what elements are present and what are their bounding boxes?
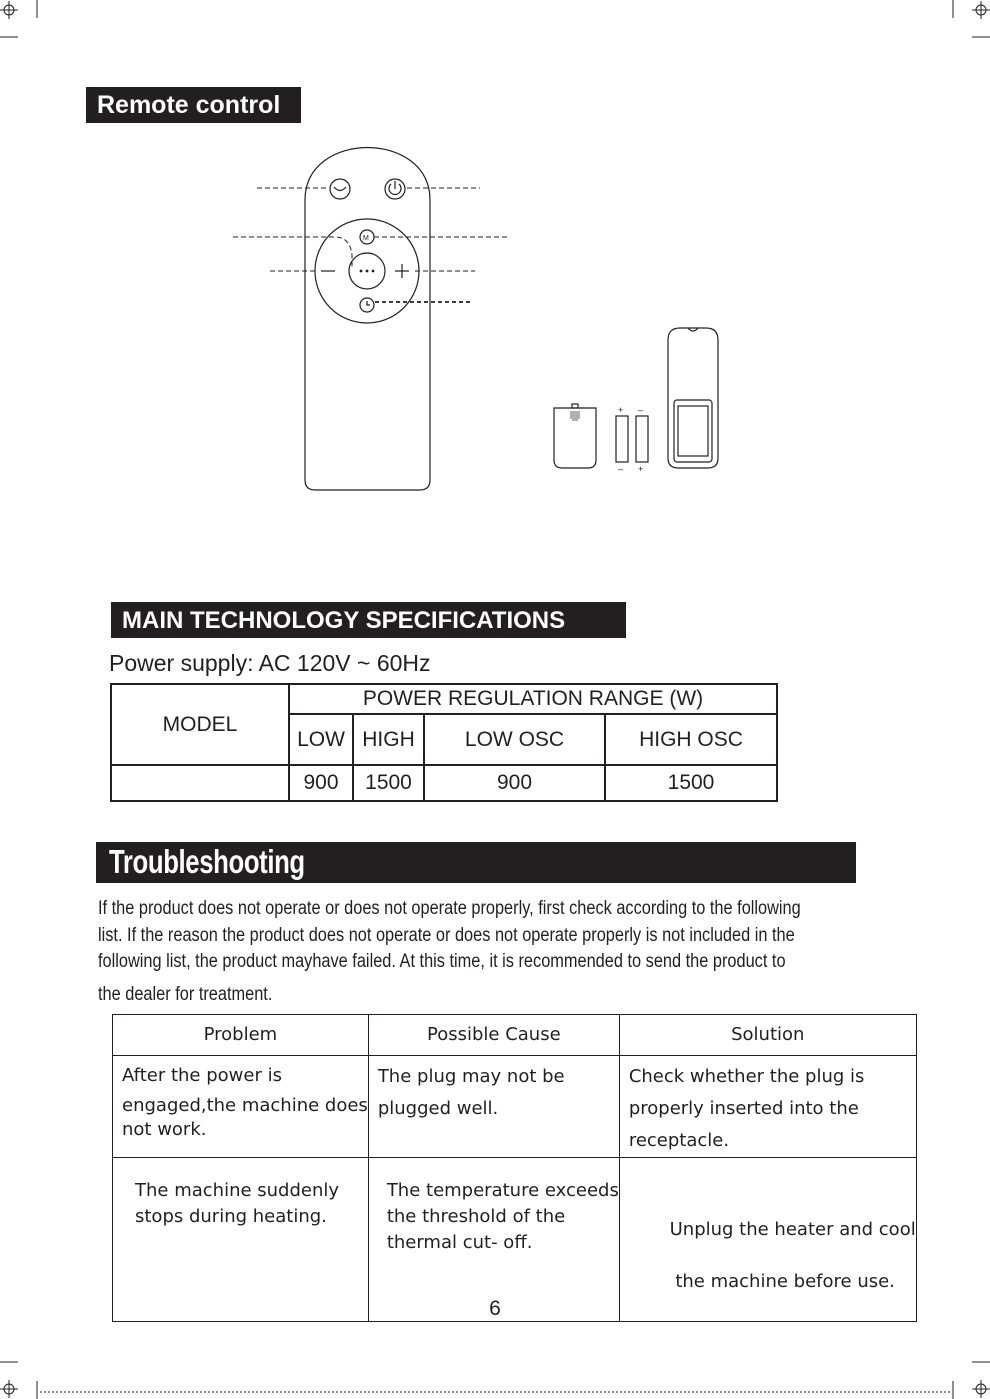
remote-control-illustration (230, 140, 520, 500)
row1-solution: Check whether the plug is properly inserted into the receptacle. (619, 1056, 916, 1158)
row2-cause: The temperature exceeds the threshold of the thermal cut- off. (368, 1158, 619, 1322)
battery-cover (554, 408, 596, 468)
column-low: LOW (289, 714, 353, 765)
value-low-osc: 900 (424, 765, 605, 801)
model-value (111, 765, 289, 801)
specifications-table (110, 683, 778, 802)
troubleshooting-intro: If the product does not operate or does not operate properly, first check according to the following list. If the reason the product does not operate or does not operate properly is not included in the following list, the product mayhave failed. At this time, it is recommended to send the product to the dealer for treatment. (98, 898, 801, 1005)
troubleshooting-heading: Troubleshooting (96, 842, 856, 883)
svg-text:+: + (638, 464, 644, 474)
svg-text:–: – (638, 405, 644, 415)
svg-text:M: M (363, 235, 369, 242)
row2-solution: Unplug the heater and cool the machine before use. (619, 1158, 916, 1322)
row1-cause: The plug may not be plugged well. (368, 1056, 619, 1158)
value-low: 900 (289, 765, 353, 801)
battery-2 (636, 416, 648, 462)
row1-problem: After the power is engaged,the machine does not work. (113, 1056, 369, 1158)
power-range-header: POWER REGULATION RANGE (W) (289, 684, 777, 714)
oscillate-button-icon (330, 179, 350, 199)
column-high-osc: HIGH OSC (605, 714, 777, 765)
row2-problem: The machine suddenly stops during heating. (113, 1158, 369, 1322)
remote-control-heading: Remote control (86, 87, 301, 123)
svg-text:+: + (618, 405, 624, 415)
svg-text:–: – (618, 464, 624, 474)
remote-back (668, 328, 718, 468)
remote-body (305, 148, 430, 491)
power-supply-text: Power supply: AC 120V ~ 60Hz (109, 650, 431, 676)
header-solution: Solution (619, 1015, 916, 1056)
header-problem: Problem (113, 1015, 369, 1056)
battery-illustration (548, 322, 728, 477)
value-high: 1500 (353, 765, 424, 801)
battery-1 (616, 416, 628, 462)
troubleshooting-table (112, 1014, 917, 1322)
header-cause: Possible Cause (368, 1015, 619, 1056)
column-high: HIGH (353, 714, 424, 765)
model-header: MODEL (111, 684, 289, 765)
value-high-osc: 1500 (605, 765, 777, 801)
specifications-heading: MAIN TECHNOLOGY SPECIFICATIONS (111, 602, 626, 638)
column-low-osc: LOW OSC (424, 714, 605, 765)
page-number: 6 (489, 1297, 501, 1320)
